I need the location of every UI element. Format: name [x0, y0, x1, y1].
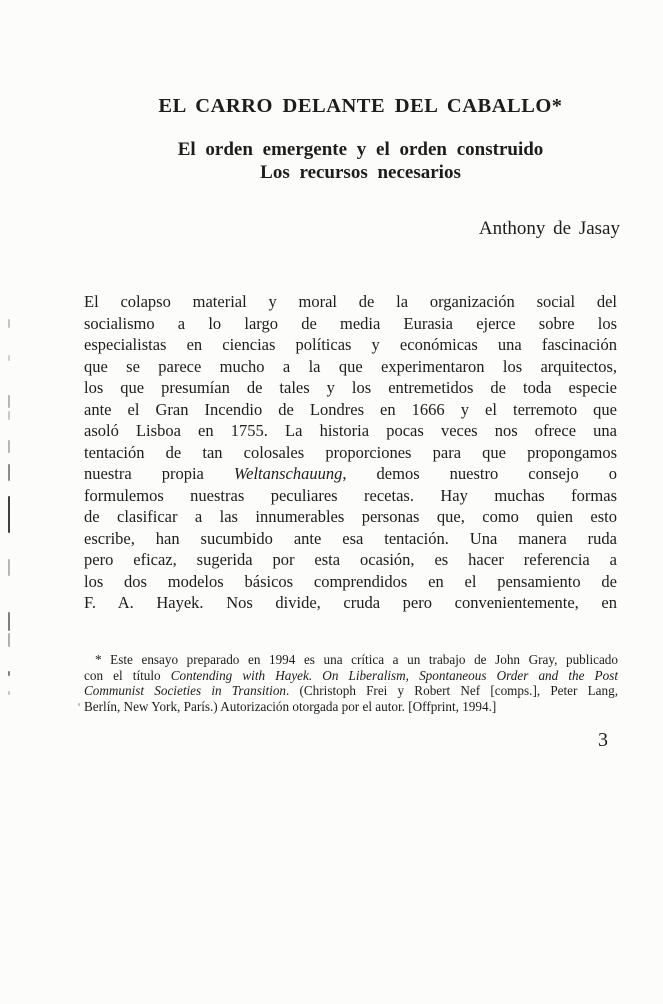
subtitle-line-2: Los recursos necesarios: [260, 162, 461, 183]
scan-artifact: [78, 703, 80, 706]
text-line: con el título Contending with Hayek. On Liberalism, Spontaneous Order and the Post: [84, 667, 618, 683]
text-line: los que presumían de tales y los entremetidos de toda especie: [84, 378, 617, 397]
scan-artifact: [8, 496, 10, 533]
text-line: F. A. Hayek. Nos divide, cruda pero convenientemente, en: [84, 593, 617, 612]
text-line: nuestra propia Weltanschauung, demos nuestro consejo o: [84, 464, 617, 483]
body-paragraph: [84, 291, 617, 614]
text-line: pero eficaz, sugerida por esta ocasión, es hacer referencia a: [84, 550, 617, 569]
text-line: tentación de tan colosales proporciones para que propongamos: [84, 442, 617, 462]
text-line: escribe, han sucumbido ante esa tentación. Una manera ruda: [84, 528, 617, 548]
scan-artifact: [8, 440, 10, 453]
text-line: * Este ensayo preparado en 1994 es una crítica a un trabajo de John Gray, publicado: [95, 652, 618, 667]
scan-artifact: [8, 355, 10, 361]
text-line: socialismo a lo largo de media Eurasia ejerce sobre los: [84, 313, 617, 333]
scan-artifact: [8, 691, 10, 695]
document-subtitle: [104, 138, 617, 184]
text-line: ante el Gran Incendio de Londres en 1666 y el terremoto que: [84, 399, 617, 419]
subtitle-line-1: El orden emergente y el orden construido: [177, 139, 544, 160]
document-title: EL CARRO DELANTE DEL CABALLO*: [158, 95, 563, 117]
text-line: que se parece mucho a la que experimentaron los arquitectos,: [84, 356, 617, 376]
scan-artifact: [8, 395, 10, 408]
text-line: El colapso material y moral de la organización social del: [84, 292, 617, 311]
text-line: los dos modelos básicos comprendidos en el pensamiento de: [84, 571, 617, 591]
text-line: Communist Societies in Transition. (Christoph Frei y Robert Nef [comps.], Peter Lang,: [84, 683, 618, 699]
author-name: Anthony de Jasay: [478, 218, 620, 239]
footnote: [84, 652, 618, 714]
text-line: asoló Lisboa en 1755. La historia pocas veces nos ofrece una: [84, 421, 617, 440]
scan-artifact: [8, 319, 10, 328]
scan-artifact: [8, 464, 10, 481]
scan-artifact: [8, 559, 10, 576]
scan-artifact: [8, 411, 10, 420]
text-line: Berlín, New York, París.) Autorización otorgada por el autor. [Offprint, 1994.]: [84, 698, 497, 714]
scan-artifact: [8, 612, 10, 631]
scan-artifact: [8, 633, 10, 647]
text-line: formulemos nuestras peculiares recetas. Hay muchas formas: [84, 485, 617, 505]
scan-artifact: [8, 671, 10, 676]
text-line: especialistas en ciencias políticas y económicas una fascinación: [84, 335, 617, 354]
text-line: de clasificar a las innumerables personas que, como quien esto: [84, 507, 617, 526]
page-number: 3: [598, 729, 608, 751]
